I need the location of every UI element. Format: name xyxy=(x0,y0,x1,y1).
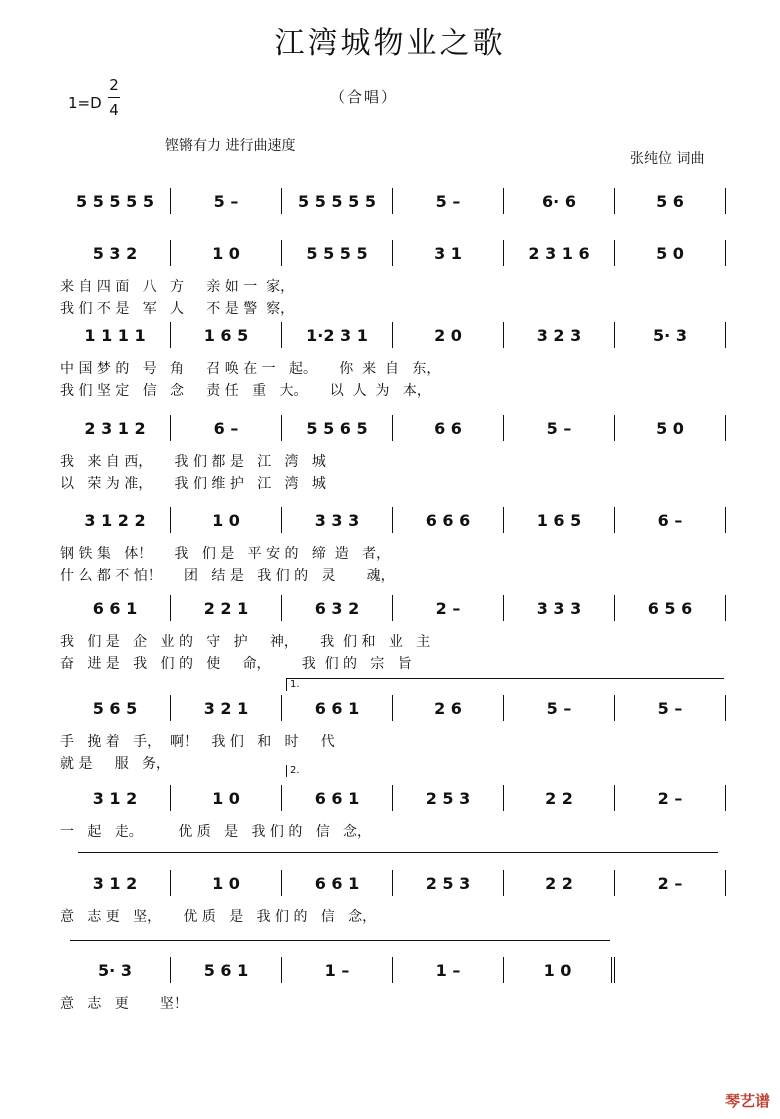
lyrics-line: 我 们 坚 定 信 念 责 任 重 大。 以 人 为 本， xyxy=(60,383,431,399)
lyrics-line: 钢 铁 集 体！ 我 们 是 平 安 的 缔 造 者， xyxy=(60,546,391,562)
page-title: 江湾城物业之歌 xyxy=(274,26,506,61)
measure: 3 2 1 xyxy=(171,695,282,721)
measure: 5 6 xyxy=(615,188,726,214)
measure: 6· 6 xyxy=(504,188,615,214)
watermark-logo: 琴艺谱 xyxy=(724,1092,770,1110)
measure: 2 3 1 2 xyxy=(60,415,171,441)
measure: 3 1 xyxy=(393,240,504,266)
measure: 5 6 5 xyxy=(60,695,171,721)
performance-note: （合唱） xyxy=(330,88,399,106)
volta-second-ending: 2. xyxy=(286,765,724,777)
time-bottom: 4 xyxy=(109,101,119,119)
lyrics-line: 意 志 更 坚！ xyxy=(60,996,188,1012)
notes-row xyxy=(60,415,726,441)
lyrics-line: 中 国 梦 的 号 角 召 唤 在 一 起。 你 来 自 东， xyxy=(60,361,441,377)
measure: 2 2 xyxy=(504,870,615,896)
measure: 5 5 5 5 xyxy=(282,240,393,266)
staff-separator xyxy=(78,852,718,853)
measure: 2 6 xyxy=(393,695,504,721)
measure: 6 6 1 xyxy=(282,785,393,811)
measure: 1 – xyxy=(393,957,504,983)
measure: 5· 3 xyxy=(615,322,726,348)
measure: 2 0 xyxy=(393,322,504,348)
measure: 1·2 3 1 xyxy=(282,322,393,348)
measure: 1 0 xyxy=(171,870,282,896)
measure: 5 5 5 5 5 xyxy=(282,188,393,214)
lyrics-line: 我 们 不 是 军 人 不 是 警 察， xyxy=(60,301,295,317)
measure: 2 2 xyxy=(504,785,615,811)
measure: 5 3 2 xyxy=(60,240,171,266)
score-system xyxy=(60,415,726,495)
time-top: 2 xyxy=(109,76,119,94)
notes-row xyxy=(60,595,726,621)
notes-row xyxy=(60,188,726,214)
measure: 5· 3 xyxy=(60,957,171,983)
measure: 1 0 xyxy=(171,240,282,266)
lyrics-line: 来 自 四 面 八 方 亲 如 一 家， xyxy=(60,279,295,295)
measure: 6 6 1 xyxy=(282,870,393,896)
notes-row xyxy=(60,695,726,721)
time-signature xyxy=(108,74,120,121)
lyrics-line: 就 是 服 务， xyxy=(60,756,171,772)
measure: 6 5 6 xyxy=(615,595,726,621)
notes-row xyxy=(60,957,726,983)
measure: 2 5 3 xyxy=(393,870,504,896)
measure: 6 3 2 xyxy=(282,595,393,621)
lyrics-line: 奋 进 是 我 们 的 使 命， 我 们 的 宗 旨 xyxy=(60,656,412,672)
measure: 6 6 xyxy=(393,415,504,441)
measure: 5 5 5 5 5 xyxy=(60,188,171,214)
measure: 2 5 3 xyxy=(393,785,504,811)
measure: 3 1 2 xyxy=(60,785,171,811)
lyrics-line: 我 来 自 西， 我 们 都 是 江 湾 城 xyxy=(60,454,326,470)
score-system xyxy=(60,870,726,950)
notes-row xyxy=(60,870,726,896)
measure: 6 6 1 xyxy=(60,595,171,621)
measure: 6 – xyxy=(615,507,726,533)
lyrics-line: 手 挽 着 手， 啊！ 我 们 和 时 代 xyxy=(60,734,335,750)
lyrics-line: 意 志 更 坚， 优 质 是 我 们 的 信 念， xyxy=(60,909,377,925)
score-system xyxy=(60,785,726,865)
lyrics-line: 一 起 走。 优 质 是 我 们 的 信 念， xyxy=(60,824,372,840)
measure: 1 0 xyxy=(504,957,615,983)
measure: 1 0 xyxy=(171,785,282,811)
measure: 3 3 3 xyxy=(282,507,393,533)
key-signature: 1=D xyxy=(68,94,102,112)
measure: 5 5 6 5 xyxy=(282,415,393,441)
lyrics-line: 什 么 都 不 怕！ 团 结 是 我 们 的 灵 魂， xyxy=(60,568,395,584)
measure: 2 – xyxy=(393,595,504,621)
measure: 1 0 xyxy=(171,507,282,533)
lyrics-line: 以 荣 为 准， 我 们 维 护 江 湾 城 xyxy=(60,476,326,492)
measure: 1 – xyxy=(282,957,393,983)
notes-row xyxy=(60,785,726,811)
notes-row xyxy=(60,240,726,266)
measure: 5 0 xyxy=(615,240,726,266)
lyrics-line: 我 们 是 企 业 的 守 护 神， 我 们 和 业 主 xyxy=(60,634,431,650)
measure: 5 – xyxy=(615,695,726,721)
score-system xyxy=(60,595,726,675)
measure: 5 6 1 xyxy=(171,957,282,983)
measure: 5 – xyxy=(504,415,615,441)
score-system xyxy=(60,322,726,402)
measure: 6 6 1 xyxy=(282,695,393,721)
measure: 3 1 2 xyxy=(60,870,171,896)
score-system xyxy=(60,957,726,1037)
measure: 1 6 5 xyxy=(171,322,282,348)
measure: 3 3 3 xyxy=(504,595,615,621)
tempo-marking: 铿锵有力 进行曲速度 xyxy=(165,138,296,154)
score-system xyxy=(60,695,726,775)
measure: 6 – xyxy=(171,415,282,441)
measure: 3 1 2 2 xyxy=(60,507,171,533)
notes-row xyxy=(60,507,726,533)
notes-row xyxy=(60,322,726,348)
measure: 5 – xyxy=(393,188,504,214)
measure: 2 – xyxy=(615,785,726,811)
measure: 2 – xyxy=(615,870,726,896)
measure: 6 6 6 xyxy=(393,507,504,533)
measure: 5 – xyxy=(504,695,615,721)
measure: 5 – xyxy=(171,188,282,214)
volta-first-ending: 1. xyxy=(286,678,724,691)
score-system xyxy=(60,240,726,320)
measure: 1 6 5 xyxy=(504,507,615,533)
measure: 5 0 xyxy=(615,415,726,441)
staff-separator xyxy=(70,940,610,941)
author-credit: 张纯位 词曲 xyxy=(630,151,705,167)
measure: 2 3 1 6 xyxy=(504,240,615,266)
measure: 1 1 1 1 xyxy=(60,322,171,348)
measure: 3 2 3 xyxy=(504,322,615,348)
score-system xyxy=(60,507,726,587)
measure: 2 2 1 xyxy=(171,595,282,621)
